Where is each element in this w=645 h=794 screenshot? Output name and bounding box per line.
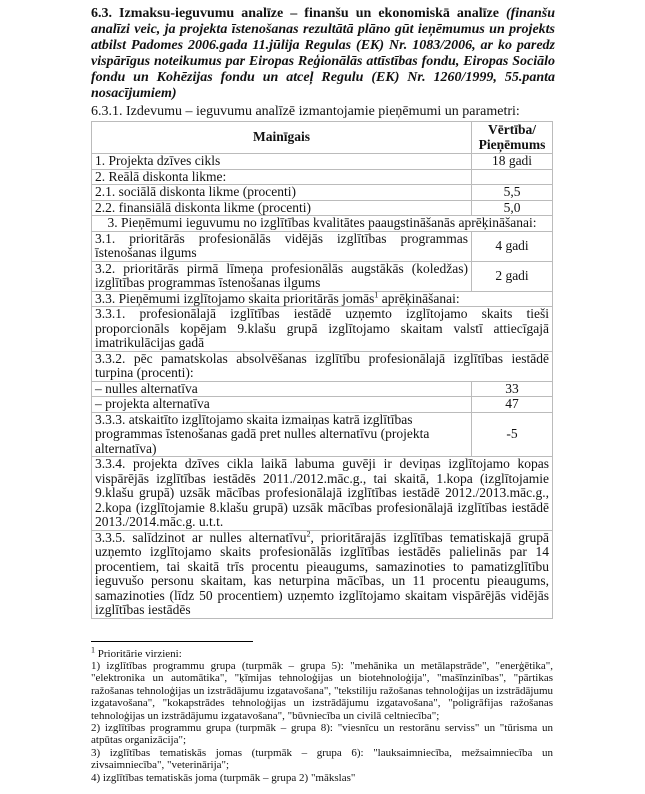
row-label: 1. Projekta dzīves cikls — [92, 154, 472, 170]
row-label: 3.3.3. atskaitīto izglītojamo skaita izmaiņas katrā izglītības programmas īstenošanas gadā pret nulles alternatīvu (projekta alternatīva) — [92, 412, 472, 457]
table-row — [92, 185, 553, 201]
table-section-row — [92, 351, 553, 381]
section-heading-note: (finanšu analīzi veic, ja projekta īstenošanas rezultātā plāno gūt ieņēmumus un projekts atbilst Padomes 2006.gada 11.jūlija Regulas (EK) Nr. 1083/2006, ar ko paredz vispārīgus noteikumus par Eiropas Reģionālās attīstības fondu, Eiropas Sociālo fondu un Kohēzijas fondu un atceļ Regulu (EK) Nr. 1260/1999, 55.panta nosacījumiem) — [91, 6, 555, 101]
row-value: 5,0 — [472, 200, 553, 216]
footnote-item: 2) izglītības programmu grupa (turpmāk – grupa 8): "viesnīcu un restorānu serviss" un "tūrisma un atpūtas organizācija"; — [91, 721, 553, 747]
table-header-row — [92, 122, 553, 154]
row-label: 3.3.2. pēc pamatskolas absolvēšanas izglītību profesionālajā izglītības iestādē turpina (procenti): — [92, 351, 553, 381]
row-label: 3. Pieņēmumi ieguvumu no izglītības kvalitātes paaugstināšanās aprēķināšanai: — [92, 216, 553, 232]
row-value: 33 — [472, 381, 553, 397]
row-label: 3.3.4. projekta dzīves cikla laikā labuma guvēji ir deviņas izglītojamo kopas vispārējās izglītības iestādēs 2011./2012.māc.g., tai skaitā, 1.kopa (izglītojamie 9.klašu grupā) uzsāk mācības profesionālajā izglītības iestādē 2012./2013.māc.g., 2.kopa (izglītojamie 8.klašu grupā) uzsāk mācības profesionālajā izglītības iestādē 2013./2014.māc.g. u.t.t. — [92, 457, 553, 531]
section-heading-title: 6.3. Izmaksu-ieguvumu analīze – finanšu un ekonomiskā analīze — [91, 6, 499, 21]
footnotes — [91, 644, 553, 794]
table-row — [92, 397, 553, 413]
row-value: 18 gadi — [472, 154, 553, 170]
table-section-row — [92, 291, 553, 307]
document-page — [91, 0, 555, 794]
table-row — [92, 154, 553, 170]
row-label: 3.2. prioritārās pirmā līmeņa profesionālās augstākās (koledžas) izglītības programmas īstenošanas ilgums — [92, 261, 472, 291]
footnote-item: 1) izglītības programmu grupa (turpmāk – grupa 5): "mehānika un metālapstrāde", "enerģētika", "elektronika un automātika", "ķīmijas tehnoloģijas un biotehnoloģija", "mašīnzinības", "pārtikas ražošanas tehnoloģijas un izstrādājumu izgatavošana", "tekstiliju ražošanas tehnoloģijas un izstrādājumu izgatavošana", "kokapstrādes tehnoloģijas un izstrādājumu izgatavošana", "poligrāfijas ražošanas tehnoloģijas un izstrādājumu izgatavošana", "būvniecība un civilā celtniecība"; — [91, 659, 553, 722]
table-row — [92, 261, 553, 291]
row-label-text: aprēķināšanai: — [378, 290, 460, 306]
footnote-ref[interactable]: 1 — [374, 290, 379, 299]
footnote-item: 4) izglītības tematiskās joma (turpmāk – grupa 2) "mākslas" — [91, 771, 356, 784]
row-label: 2.2. finansiālā diskonta likme (procenti) — [92, 200, 472, 216]
table-row — [92, 412, 553, 457]
row-value — [472, 169, 553, 185]
column-header-variable: Mainīgais — [92, 122, 472, 154]
footnote-title-text: Prioritārie virzieni: — [95, 647, 182, 660]
row-label: 2.1. sociālā diskonta likme (procenti) — [92, 185, 472, 201]
row-label — [92, 291, 553, 307]
row-value: 5,5 — [472, 185, 553, 201]
row-label — [92, 530, 553, 618]
table-row — [92, 169, 553, 185]
row-label: – nulles alternatīva — [92, 381, 472, 397]
column-header-value: Vērtība/ Pieņēmums — [472, 122, 553, 154]
row-label-text: 3.3. Pieņēmumi izglītojamo skaita prioritārās jomās — [95, 290, 375, 306]
parameters-table — [91, 121, 553, 619]
table-row — [92, 231, 553, 261]
section-heading — [91, 6, 555, 102]
table-row — [92, 200, 553, 216]
footnote-marker: 1 — [91, 644, 95, 654]
row-label-text: , prioritārajās izglītības tematiskajā grupā uzņemto izglītojamo skaits profesionālās izglītības iestādēs palielinās par 14 procentiem, tai skaitā trīs procentu pieaugums, samazinoties to pamatizglītību ieguvušo personu skaitam, kas neturpina mācības, un 11 procentu pieaugums, samazinoties (līdz 50 procentiem) uzņemto izglītojamo skaitam vispārējās vidējās izglītības iestādēs — [95, 529, 549, 617]
row-label: – projekta alternatīva — [92, 397, 472, 413]
row-value: 2 gadi — [472, 261, 553, 291]
footnote-title — [91, 644, 553, 660]
table-section-row — [92, 457, 553, 531]
table-row — [92, 381, 553, 397]
row-value: 4 gadi — [472, 231, 553, 261]
table-section-row — [92, 216, 553, 232]
row-label-text: 3.3.5. salīdzinot ar nulles alternatīvu — [95, 529, 307, 545]
row-label: 3.3.1. profesionālajā izglītības iestādē uzņemto izglītojamo skaits tieši proporcionāls kopējam 9.klašu grupā izglītojamo skaitam valstī attiecīgajā imatrikulācijas gadā — [92, 307, 553, 352]
footnote-separator — [91, 641, 253, 642]
table-section-row — [92, 307, 553, 352]
row-label: 3.1. prioritārās profesionālās vidējās izglītības programmas īstenošanas ilgums — [92, 231, 472, 261]
row-label: 2. Reālā diskonta likme: — [92, 169, 472, 185]
row-value: -5 — [472, 412, 553, 457]
footnote-item: 3) izglītības tematiskās jomas (turpmāk – grupa 6): "lauksaimniecība, mežsaimniecība un zivsaimniecība", "veterinārija"; — [91, 746, 553, 772]
table-section-row — [92, 530, 553, 618]
subsection-heading: 6.3.1. Izdevumu – ieguvumu analīzē izmantojamie pieņēmumi un parametri: — [91, 104, 520, 119]
footnote-ref[interactable]: 2 — [306, 529, 311, 538]
row-value: 47 — [472, 397, 553, 413]
